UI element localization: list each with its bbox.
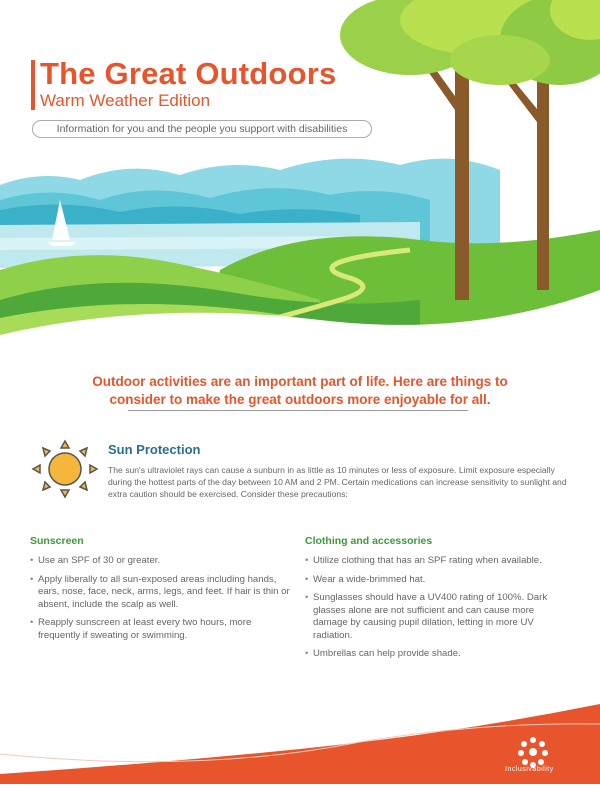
intro-divider — [128, 410, 468, 411]
sunscreen-title: Sunscreen — [30, 535, 84, 547]
list-item: • Use an SPF of 30 or greater. — [30, 555, 292, 568]
title-accent-bar — [31, 60, 35, 110]
tagline-pill: Information for you and the people you support with disabilities — [32, 120, 372, 138]
sun-protection-body: The sun's ultraviolet rays can cause a sunburn in as little as 10 minutes or less of exposure. Limit exposure especially during the hottest parts of the day between 10 AM and 2 PM. Certain medications can increase sensitivity to sunlight and extra caution should be exercised. Consider these precautions: — [108, 465, 567, 499]
inclusivability-logo-icon — [516, 735, 550, 769]
hero-illustration — [0, 0, 600, 360]
page-title: The Great Outdoors — [40, 56, 337, 91]
sun-icon — [28, 437, 102, 501]
list-item: • Apply liberally to all sun-exposed areas including hands, ears, nose, face, neck, arms, legs, and feet. If hair is thin or absent, include the scalp as well. — [30, 574, 292, 612]
sun-protection-title: Sun Protection — [108, 442, 201, 457]
list-item: • Wear a wide-brimmed hat. — [305, 574, 567, 587]
list-item: • Reapply sunscreen at least every two hours, more frequently if sweating or swimming. — [30, 617, 292, 642]
intro-statement: Outdoor activities are an important part of life. Here are things to consider to make the great outdoors more enjoyable for all. — [92, 374, 508, 407]
clothing-title: Clothing and accessories — [305, 535, 433, 547]
list-item: • Sunglasses should have a UV400 rating of 100%. Dark glasses alone are not sufficient and can cause more damage by causing pupil dilation, letting in more UV radiation. — [305, 592, 567, 642]
list-item: • Umbrellas can help provide shade. — [305, 648, 567, 661]
list-item: • Utilize clothing that has an SPF rating when available. — [305, 555, 567, 568]
sunscreen-list — [30, 555, 292, 648]
logo-wordmark: Inclusivability — [505, 766, 554, 773]
page-subtitle: Warm Weather Edition — [40, 91, 211, 110]
clothing-list — [305, 555, 567, 667]
